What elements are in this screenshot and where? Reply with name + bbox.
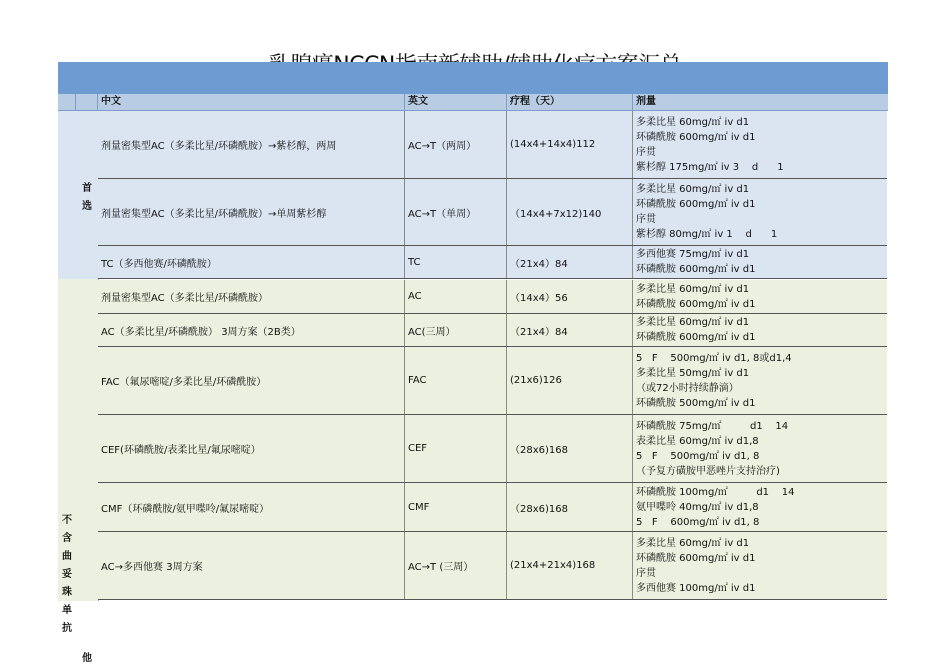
table-row: [98, 483, 887, 532]
header-blank-1: [58, 94, 76, 110]
course-cell: (21x4+21x4)168: [507, 532, 633, 599]
table-row: [98, 415, 887, 483]
regimen-zh-cell: CEF(环磷酰胺/表柔比星/氟尿嘧啶）: [98, 415, 405, 482]
group-col-blue: [58, 111, 77, 279]
regimen-en-cell: AC(三周）: [405, 314, 507, 346]
header-en: 英文: [405, 94, 507, 110]
regimen-en-cell: FAC: [405, 347, 507, 414]
dose-cell: 多柔比星 60mg/㎡ iv d1 环磷酰胺 600mg/㎡ iv d1 序贯 紫杉醇 80mg/㎡ iv 1 d 1: [636, 184, 778, 240]
dose-cell: 5 F 500mg/㎡ iv d1, 8或d1,4 多柔比星 50mg/㎡ iv d1 （或72小时持续静滴） 环磷酰胺 500mg/㎡ iv d1: [636, 352, 792, 409]
group-label-other: 不 含 曲 妥 珠 单 抗: [62, 515, 72, 634]
table-header: [58, 94, 888, 111]
course-cell: （21x4）84: [507, 246, 633, 278]
regimen-zh-cell: FAC（氟尿嘧啶/多柔比星/环磷酰胺）: [98, 347, 405, 414]
course-cell: （14x4）56: [507, 280, 633, 313]
regimen-en-cell: AC: [405, 280, 507, 313]
header-course: 疗程（天）: [507, 94, 633, 110]
course-cell: (14x4+14x4)112: [507, 111, 633, 178]
group-col-other: [76, 279, 99, 601]
regimen-en-cell: AC→T（两周）: [405, 111, 507, 178]
dose-cell: 环磷酰胺 75mg/㎡ d1 14 表柔比星 60mg/㎡ iv d1,8 5 F 500mg/㎡ iv d1, 8 （予复方磺胺甲恶唑片支持治疗): [636, 420, 789, 477]
dose-cell: 多西他赛 75mg/㎡ iv d1 环磷酰胺 600mg/㎡ iv d1: [636, 249, 756, 275]
table-row: [98, 179, 887, 246]
regimen-zh-cell: 剂量密集型AC（多柔比星/环磷酰胺）: [98, 280, 405, 313]
table-row: [98, 280, 887, 314]
table-row: [98, 246, 887, 279]
title-banner: [58, 62, 888, 94]
header-blank-2: [76, 94, 98, 110]
regimen-en-cell: TC: [405, 246, 507, 278]
table-row: [98, 347, 887, 415]
dose-cell: 多柔比星 60mg/㎡ iv d1 环磷酰胺 600mg/㎡ iv d1 序贯 紫杉醇 175mg/㎡ iv 3 d 1: [636, 116, 784, 173]
dose-cell: 多柔比星 60mg/㎡ iv d1 环磷酰胺 600mg/㎡ iv d1: [636, 283, 756, 310]
dose-cell: 环磷酰胺 100mg/㎡ d1 14 氨甲喋呤 40mg/㎡ iv d1,8 5 F 600mg/㎡ iv d1, 8: [636, 486, 795, 528]
regimen-zh-cell: TC（多西他赛/环磷酰胺）: [98, 246, 405, 278]
regimen-en-cell: AC→T（单周）: [405, 179, 507, 245]
table-row: [98, 314, 887, 347]
dose-cell: 多柔比星 60mg/㎡ iv d1 环磷酰胺 600mg/㎡ iv d1 序贯 多西他赛 100mg/㎡ iv d1: [636, 537, 756, 594]
header-dose: 剂量: [636, 96, 656, 107]
table-row: [98, 111, 887, 179]
regimen-en-cell: CMF: [405, 483, 507, 531]
course-cell: （14x4+7x12)140: [507, 179, 633, 245]
header-zh: 中文: [98, 94, 405, 110]
regimen-zh-cell: AC（多柔比星/环磷酰胺） 3周方案（2B类）: [98, 314, 405, 346]
course-cell: （28x6)168: [507, 483, 633, 531]
regimen-zh-cell: 剂量密集型AC（多柔比星/环磷酰胺）→紫杉醇，两周: [98, 111, 405, 178]
table-row: [98, 532, 887, 600]
regimen-zh-cell: AC→多西他赛 3周方案: [98, 532, 405, 599]
course-cell: （28x6)168: [507, 415, 633, 482]
group-label-other-tail: 他: [82, 653, 92, 664]
course-cell: (21x6)126: [507, 347, 633, 414]
regimen-en-cell: AC→T (三周）: [405, 532, 507, 599]
course-cell: （21x4）84: [507, 314, 633, 346]
regimen-zh-cell: 剂量密集型AC（多柔比星/环磷酰胺）→单周紫杉醇: [98, 179, 405, 245]
regimen-en-cell: CEF: [405, 415, 507, 482]
regimen-zh-cell: CMF（环磷酰胺/氨甲喋呤/氟尿嘧啶）: [98, 483, 405, 531]
group-label-preferred: 首 选: [82, 183, 92, 212]
dose-cell: 多柔比星 60mg/㎡ iv d1 环磷酰胺 600mg/㎡ iv d1: [636, 317, 756, 343]
